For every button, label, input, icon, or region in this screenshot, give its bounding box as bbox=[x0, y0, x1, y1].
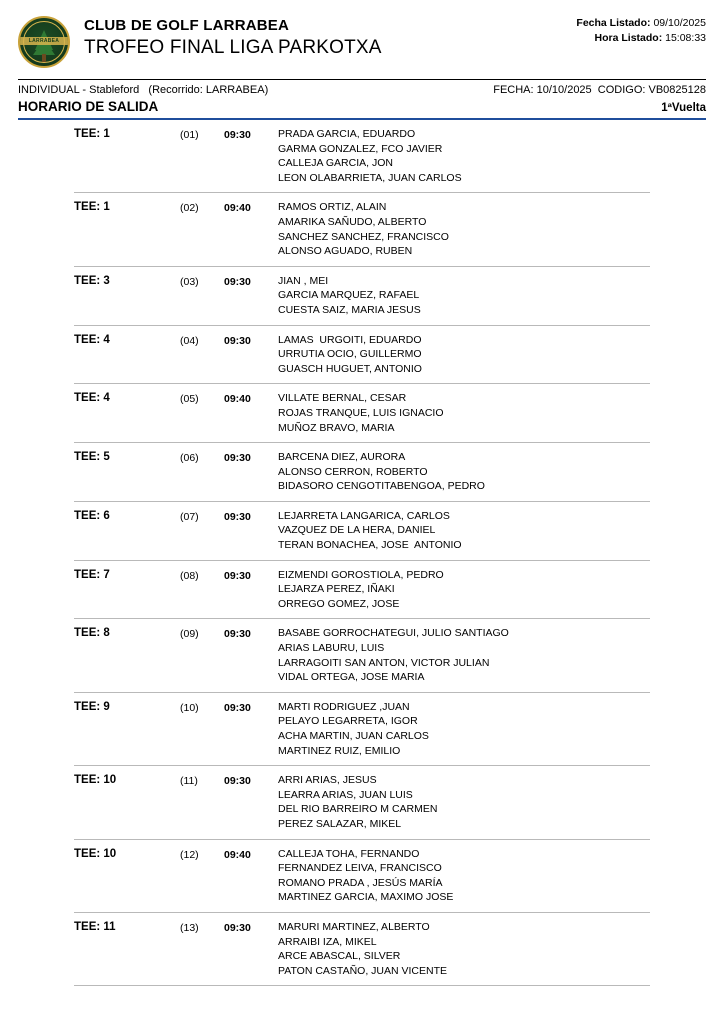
player-name: FERNANDEZ LEIVA, FRANCISCO bbox=[278, 862, 442, 875]
player-name: LARRAGOITI SAN ANTON, VICTOR JULIAN bbox=[278, 656, 490, 669]
player-name: ALONSO CERRON, ROBERTO bbox=[278, 465, 428, 478]
listing-meta bbox=[576, 16, 706, 46]
player-name: MARTINEZ GARCIA, MAXIMO JOSE bbox=[278, 891, 454, 904]
player-list bbox=[278, 450, 650, 494]
modality-text: INDIVIDUAL - Stableford (Recorrido: LARRABEA) bbox=[18, 84, 269, 96]
player-name: TERAN BONACHEA, JOSE ANTONIO bbox=[278, 539, 462, 552]
player-list bbox=[278, 127, 650, 185]
listing-time-value: 15:08:33 bbox=[665, 32, 706, 44]
player-name: PEREZ SALAZAR, MIKEL bbox=[278, 817, 402, 830]
tee-label: TEE: 1 bbox=[74, 201, 110, 214]
tee-label: TEE: 8 bbox=[74, 627, 110, 640]
tee-label: TEE: 4 bbox=[74, 392, 110, 405]
tee-time-row bbox=[74, 120, 650, 193]
tee-time-row bbox=[74, 913, 650, 986]
player-name: PELAYO LEGARRETA, IGOR bbox=[278, 715, 418, 728]
tee-label: TEE: 3 bbox=[74, 274, 110, 287]
start-time: 09:40 bbox=[224, 202, 251, 215]
start-time: 09:30 bbox=[224, 701, 251, 714]
player-list bbox=[278, 274, 650, 318]
tee-label: TEE: 7 bbox=[74, 568, 110, 581]
player-list bbox=[278, 333, 650, 377]
tee-time-row bbox=[74, 766, 650, 839]
player-list bbox=[278, 773, 650, 831]
group-number: (03) bbox=[180, 275, 199, 288]
club-name: CLUB DE GOLF LARRABEA bbox=[84, 17, 290, 34]
tee-time-row bbox=[74, 193, 650, 266]
player-name: DEL RIO BARREIRO M CARMEN bbox=[278, 803, 438, 816]
listing-time-row bbox=[576, 31, 706, 46]
player-name: ORREGO GOMEZ, JOSE bbox=[278, 597, 400, 610]
player-name: GARMA GONZALEZ, FCO JAVIER bbox=[278, 142, 443, 155]
player-name: MARTI RODRIGUEZ ,JUAN bbox=[278, 700, 410, 713]
groups-table bbox=[18, 120, 706, 986]
tee-time-row bbox=[74, 561, 650, 620]
player-name: ALONSO AGUADO, RUBEN bbox=[278, 245, 413, 258]
player-name: ARCE ABASCAL, SILVER bbox=[278, 950, 401, 963]
listing-date-row bbox=[576, 16, 706, 31]
section-title-row bbox=[18, 96, 706, 118]
player-list bbox=[278, 847, 650, 905]
tee-time-row bbox=[74, 384, 650, 443]
player-name: ACHA MARTIN, JUAN CARLOS bbox=[278, 730, 429, 742]
start-time: 09:30 bbox=[224, 275, 251, 288]
player-name: VAZQUEZ DE LA HERA, DANIEL bbox=[278, 524, 436, 537]
player-name: LEARRA ARIAS, JUAN LUIS bbox=[278, 788, 413, 801]
player-name: MARURI MARTINEZ, ALBERTO bbox=[278, 920, 430, 933]
player-name: GUASCH HUGUET, ANTONIO bbox=[278, 362, 422, 375]
tee-time-row bbox=[74, 326, 650, 385]
start-time: 09:30 bbox=[224, 334, 251, 347]
tee-label: TEE: 10 bbox=[74, 847, 117, 860]
player-name: CALLEJA TOHA, FERNANDO bbox=[278, 847, 420, 860]
tee-label: TEE: 4 bbox=[74, 333, 110, 346]
player-name: BARCENA DIEZ, AURORA bbox=[278, 451, 406, 464]
player-name: BIDASORO CENGOTITABENGOA, PEDRO bbox=[278, 480, 485, 493]
tee-time-row bbox=[74, 267, 650, 326]
group-number: (04) bbox=[180, 334, 199, 347]
player-name: LEJARZA PEREZ, IÑAKI bbox=[278, 583, 395, 596]
document-header bbox=[18, 14, 706, 70]
player-name: CUESTA SAIZ, MARIA JESUS bbox=[278, 303, 421, 316]
round-label: 1ªVuelta bbox=[661, 102, 706, 114]
start-time: 09:30 bbox=[224, 569, 251, 582]
player-name: MARTINEZ RUIZ, EMILIO bbox=[278, 744, 401, 757]
player-list bbox=[278, 200, 650, 258]
start-time: 09:30 bbox=[224, 628, 251, 641]
start-time: 09:30 bbox=[224, 775, 251, 788]
tee-time-row bbox=[74, 840, 650, 913]
player-name: PATON CASTAÑO, JUAN VICENTE bbox=[278, 964, 447, 977]
player-list bbox=[278, 391, 650, 435]
player-name: SANCHEZ SANCHEZ, FRANCISCO bbox=[278, 230, 449, 243]
listing-time-label: Hora Listado: bbox=[594, 32, 663, 44]
start-time: 09:40 bbox=[224, 848, 251, 861]
group-number: (10) bbox=[180, 701, 199, 714]
player-name: PRADA GARCIA, EDUARDO bbox=[278, 128, 416, 140]
group-number: (05) bbox=[180, 393, 199, 406]
player-name: GARCIA MARQUEZ, RAFAEL bbox=[278, 289, 420, 302]
player-name: ARIAS LABURU, LUIS bbox=[278, 642, 385, 655]
modality-row bbox=[18, 80, 706, 96]
date-code-text: FECHA: 10/10/2025 CODIGO: VB0825128 bbox=[493, 84, 706, 96]
club-logo-icon bbox=[18, 16, 70, 68]
player-list bbox=[278, 568, 650, 612]
player-name: EIZMENDI GOROSTIOLA, PEDRO bbox=[278, 568, 444, 581]
tee-label: TEE: 6 bbox=[74, 509, 110, 522]
player-name: ROJAS TRANQUE, LUIS IGNACIO bbox=[278, 406, 444, 419]
tee-label: TEE: 11 bbox=[74, 920, 116, 933]
player-list bbox=[278, 700, 650, 758]
player-name: RAMOS ORTIZ, ALAIN bbox=[278, 201, 387, 214]
listing-date-value: 09/10/2025 bbox=[653, 17, 706, 29]
player-name: VIDAL ORTEGA, JOSE MARIA bbox=[278, 671, 425, 684]
club-logo-text: LARRABEA bbox=[28, 38, 60, 44]
group-number: (08) bbox=[180, 569, 199, 582]
tee-time-row bbox=[74, 619, 650, 692]
group-number: (02) bbox=[180, 202, 199, 215]
group-number: (06) bbox=[180, 452, 199, 465]
tee-label: TEE: 5 bbox=[74, 451, 110, 464]
player-name: BASABE GORROCHATEGUI, JULIO SANTIAGO bbox=[278, 627, 509, 640]
page-title: HORARIO DE SALIDA bbox=[18, 99, 159, 114]
start-time: 09:40 bbox=[224, 393, 251, 406]
player-name: ROMANO PRADA , JESÚS MARÍA bbox=[278, 876, 443, 889]
start-time: 09:30 bbox=[224, 129, 251, 141]
player-name: LEON OLABARRIETA, JUAN CARLOS bbox=[278, 171, 462, 184]
player-name: ARRAIBI IZA, MIKEL bbox=[278, 935, 377, 948]
player-name: CALLEJA GARCIA, JON bbox=[278, 157, 393, 170]
group-number: (12) bbox=[180, 848, 199, 861]
start-time: 09:30 bbox=[224, 921, 251, 934]
start-time: 09:30 bbox=[224, 510, 251, 523]
player-name: ARRI ARIAS, JESUS bbox=[278, 774, 377, 787]
start-time: 09:30 bbox=[224, 452, 251, 465]
player-name: JIAN , MEI bbox=[278, 274, 329, 287]
tee-label: TEE: 1 bbox=[74, 128, 110, 140]
tee-time-row bbox=[74, 693, 650, 766]
player-list bbox=[278, 626, 650, 684]
player-name: MUÑOZ BRAVO, MARIA bbox=[278, 421, 395, 434]
tee-time-row bbox=[74, 502, 650, 561]
player-name: VILLATE BERNAL, CESAR bbox=[278, 392, 407, 405]
listing-date-label: Fecha Listado: bbox=[576, 17, 651, 29]
player-list bbox=[278, 920, 650, 978]
player-name: AMARIKA SAÑUDO, ALBERTO bbox=[278, 215, 427, 228]
player-list bbox=[278, 509, 650, 553]
tee-label: TEE: 9 bbox=[74, 700, 110, 713]
group-number: (01) bbox=[180, 129, 199, 141]
group-number: (11) bbox=[180, 775, 198, 788]
player-name: LAMAS URGOITI, EDUARDO bbox=[278, 333, 422, 346]
trophy-name: TROFEO FINAL LIGA PARKOTXA bbox=[84, 37, 382, 58]
player-name: LEJARRETA LANGARICA, CARLOS bbox=[278, 509, 450, 522]
group-number: (09) bbox=[180, 628, 199, 641]
player-name: URRUTIA OCIO, GUILLERMO bbox=[278, 348, 422, 361]
title-block bbox=[84, 14, 382, 61]
group-number: (13) bbox=[180, 921, 199, 934]
group-number: (07) bbox=[180, 510, 199, 523]
tee-label: TEE: 10 bbox=[74, 774, 117, 787]
tee-time-row bbox=[74, 443, 650, 502]
